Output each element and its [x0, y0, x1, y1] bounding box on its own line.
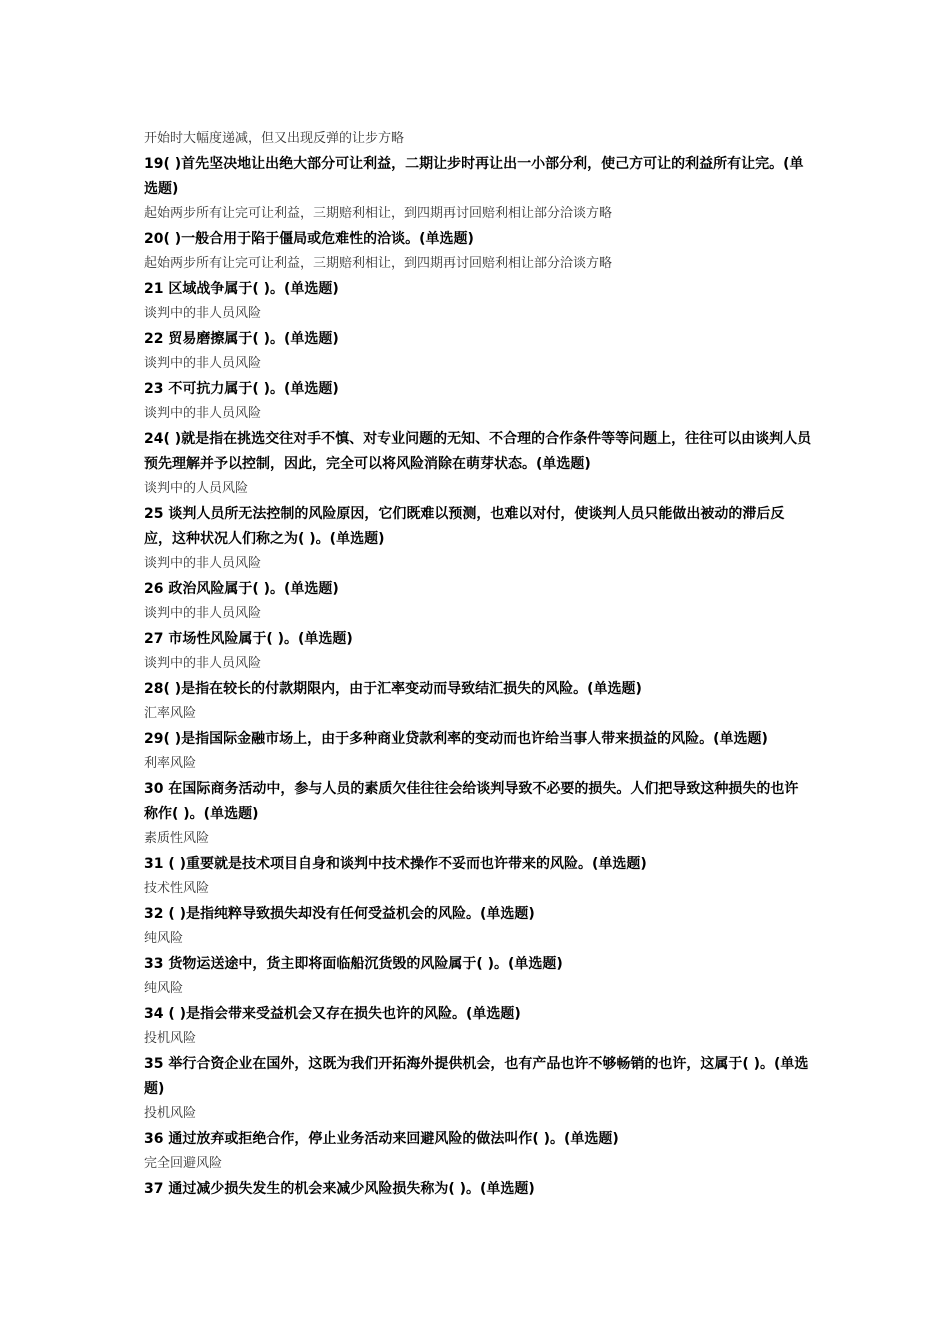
answer-text: 谈判中的人员风险 — [144, 481, 249, 496]
question-text: 28( )是指在较长的付款期限内，由于汇率变动而导致结汇损失的风险。(单选题) — [144, 681, 642, 697]
answer-text: 纯风险 — [144, 981, 184, 996]
answer-text: 谈判中的非人员风险 — [144, 406, 262, 421]
answer-text: 开始时大幅度递减，但又出现反弹的让步方略 — [144, 131, 405, 146]
answer-text: 利率风险 — [144, 756, 197, 771]
question-text: 30 在国际商务活动中，参与人员的素质欠佳往往会给谈判导致不必要的损失。人们把导致这种损失的也许称作( )。(单选题) — [144, 781, 799, 822]
question-text: 32 ( )是指纯粹导致损失却没有任何受益机会的风险。(单选题) — [144, 906, 535, 922]
answer-text: 起始两步所有让完可让利益，三期赔利相让，到四期再讨回赔利相让部分洽谈方略 — [144, 256, 613, 271]
question-text: 31 ( )重要就是技术项目自身和谈判中技术操作不妥而也许带来的风险。(单选题) — [144, 856, 647, 872]
answer-text: 投机风险 — [144, 1106, 197, 1121]
answer-text: 谈判中的非人员风险 — [144, 606, 262, 621]
question-text: 24( )就是指在挑选交往对手不慎、对专业问题的无知、不合理的合作条件等等问题上，往往可以由谈判人员预先理解并予以控制，因此，完全可以将风险消除在萌芽状态。(单选题) — [144, 431, 812, 472]
question-text: 26 政治风险属于( )。(单选题) — [144, 581, 339, 597]
question-text: 27 市场性风险属于( )。(单选题) — [144, 631, 353, 647]
question-text: 37 通过减少损失发生的机会来减少风险损失称为( )。(单选题) — [144, 1181, 535, 1197]
answer-text: 投机风险 — [144, 1031, 197, 1046]
answer-text: 纯风险 — [144, 931, 184, 946]
question-text: 19( )首先坚决地让出绝大部分可让利益，二期让步时再让出一小部分利，使己方可让的利益所有让完。(单选题) — [144, 156, 804, 197]
document-page — [144, 127, 812, 1202]
answer-text: 完全回避风险 — [144, 1156, 223, 1171]
answer-text: 谈判中的非人员风险 — [144, 356, 262, 371]
question-text: 20( )一般合用于陷于僵局或危难性的洽谈。(单选题) — [144, 231, 474, 247]
answer-text: 谈判中的非人员风险 — [144, 556, 262, 571]
question-text: 34 ( )是指会带来受益机会又存在损失也许的风险。(单选题) — [144, 1006, 521, 1022]
question-text: 36 通过放弃或拒绝合作，停止业务活动来回避风险的做法叫作( )。(单选题) — [144, 1131, 619, 1147]
question-text: 25 谈判人员所无法控制的风险原因，它们既难以预测，也难以对付，使谈判人员只能做出被动的滞后反应，这种状况人们称之为( )。(单选题) — [144, 506, 785, 547]
question-text: 33 货物运送途中，货主即将面临船沉货毁的风险属于( )。(单选题) — [144, 956, 563, 972]
answer-text: 技术性风险 — [144, 881, 210, 896]
answer-text: 谈判中的非人员风险 — [144, 656, 262, 671]
question-text: 22 贸易磨擦属于( )。(单选题) — [144, 331, 339, 347]
answer-text: 谈判中的非人员风险 — [144, 306, 262, 321]
answer-text: 素质性风险 — [144, 831, 210, 846]
answer-text: 汇率风险 — [144, 706, 197, 721]
question-text: 35 举行合资企业在国外，这既为我们开拓海外提供机会，也有产品也许不够畅销的也许，这属于( )。(单选题) — [144, 1056, 809, 1097]
answer-text: 起始两步所有让完可让利益，三期赔利相让，到四期再讨回赔利相让部分洽谈方略 — [144, 206, 613, 221]
question-text: 21 区域战争属于( )。(单选题) — [144, 281, 339, 297]
question-text: 29( )是指国际金融市场上，由于多种商业贷款利率的变动而也许给当事人带来损益的风险。(单选题) — [144, 731, 768, 747]
question-text: 23 不可抗力属于( )。(单选题) — [144, 381, 339, 397]
